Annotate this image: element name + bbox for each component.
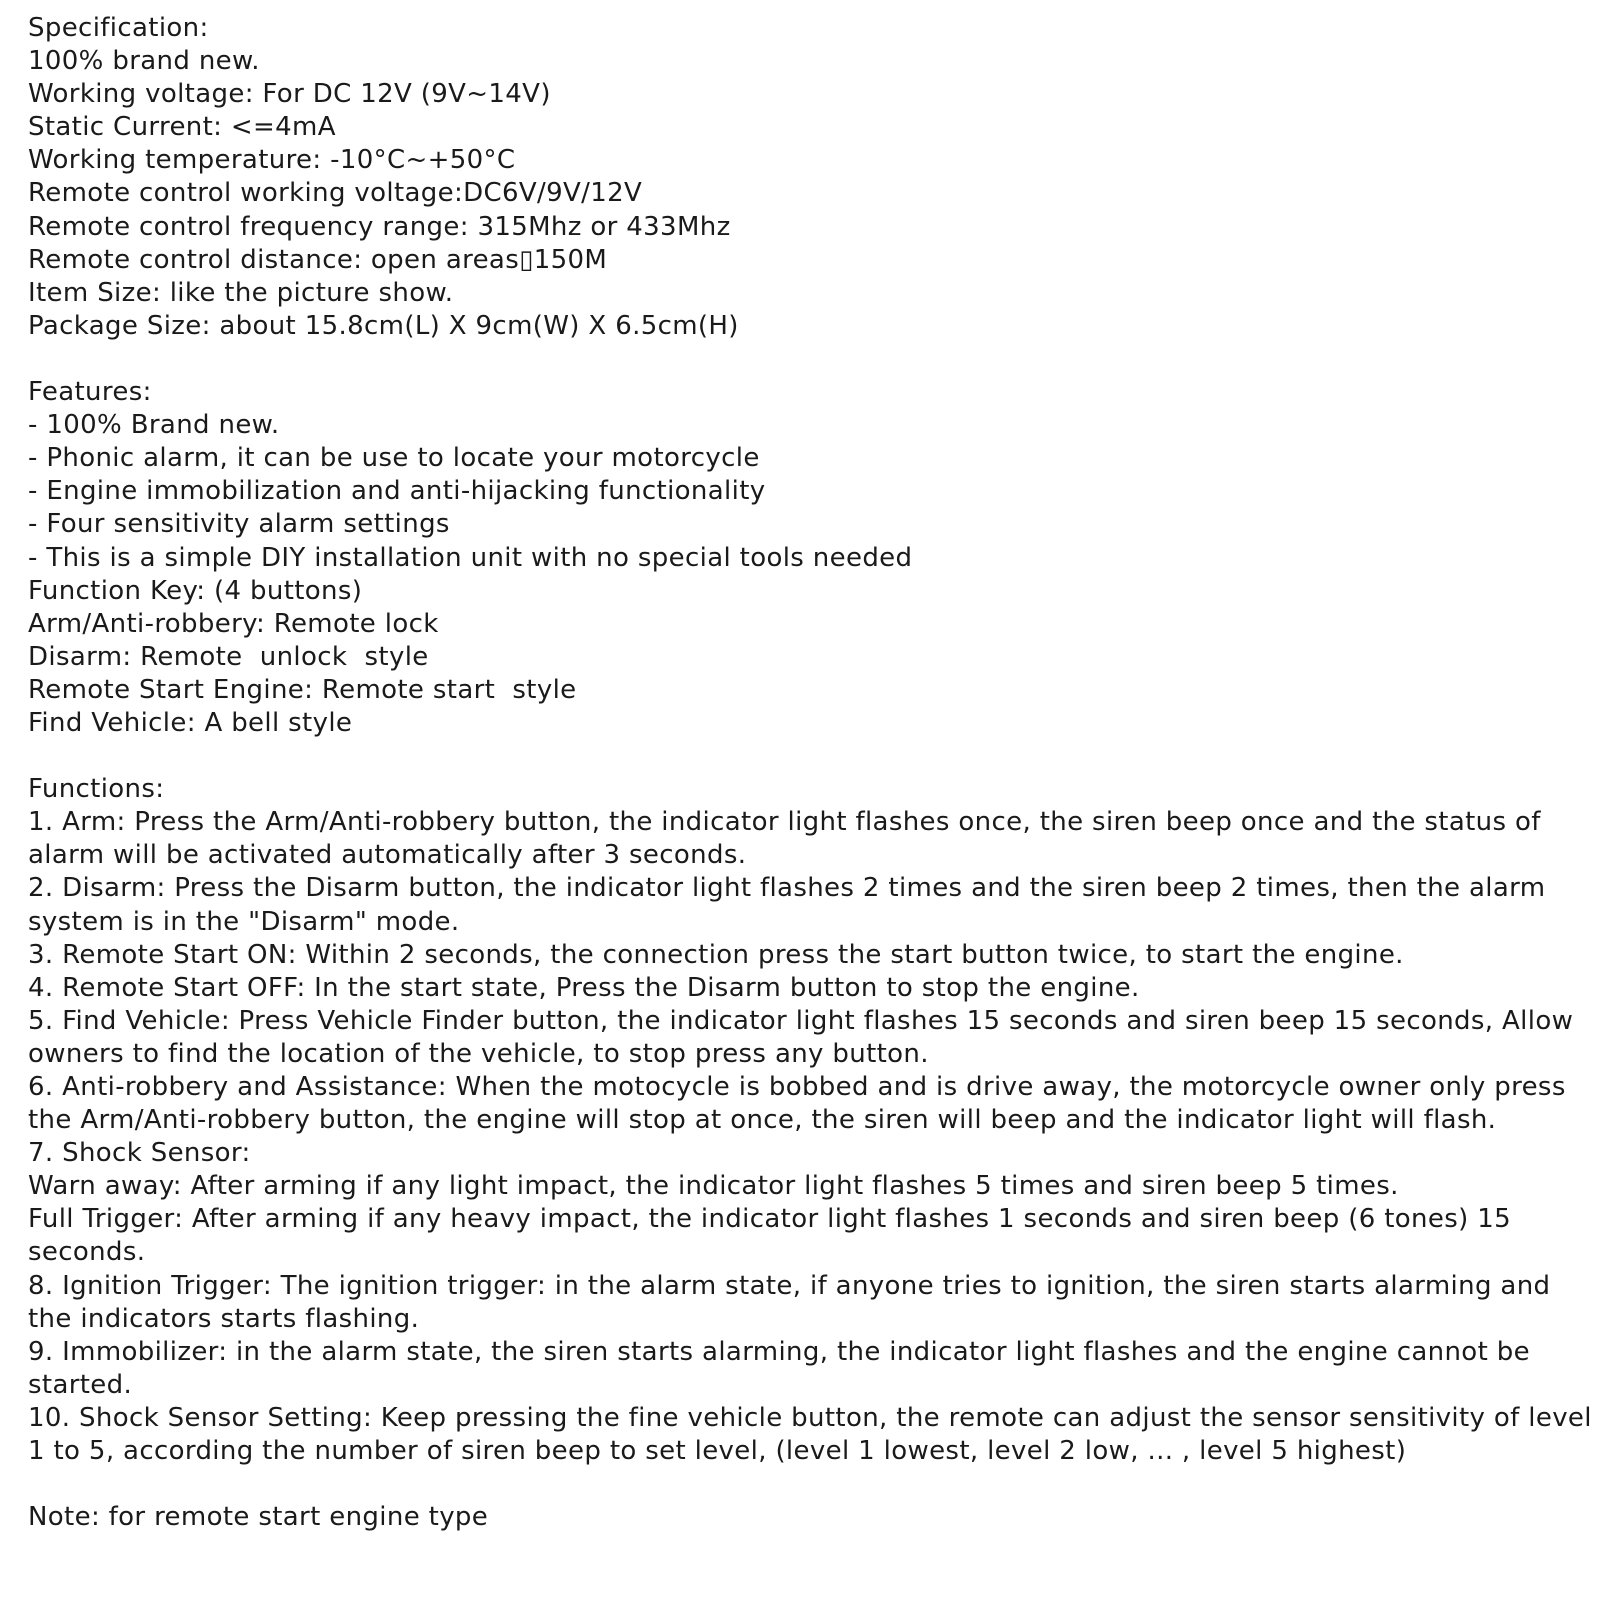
function-item: 6. Anti-robbery and Assistance: When the motocycle is bobbed and is drive away, the motorcycle owner only press the Arm/Anti-robbery button, the engine will stop at once, the siren will beep and the indicator light will flash. (28, 1072, 1575, 1136)
function-item: 1. Arm: Press the Arm/Anti-robbery button, the indicator light flashes once, the siren beep once and the status of alarm will be activated automatically after 3 seconds. (28, 807, 1550, 871)
function-key-line: Find Vehicle: A bell style (28, 707, 353, 738)
function-item: Warn away: After arming if any light impact, the indicator light flashes 5 times and siren beep 5 times. (28, 1171, 1399, 1202)
function-item: 10. Shock Sensor Setting: Keep pressing the fine vehicle button, the remote can adjust the sensor sensitivity of level 1 to 5, according the number of siren beep to set level, (level 1 lowest, level 2 low, ... , level 5 highest) (28, 1402, 1600, 1467)
spec-line: Working voltage: For DC 12V (9V~14V) (28, 79, 551, 110)
spec-line: 100% brand new. (28, 46, 260, 77)
functions-section (28, 773, 1600, 1468)
function-item: 4. Remote Start OFF: In the start state, Press the Disarm button to stop the engine. (28, 972, 1140, 1003)
document-page (28, 12, 1600, 1534)
function-item: 2. Disarm: Press the Disarm button, the indicator light flashes 2 times and the siren beep 2 times, then the alarm system is in the "Disarm" mode. (28, 873, 1555, 937)
spec-line: Static Current: <=4mA (28, 112, 336, 143)
feature-line: - Engine immobilization and anti-hijacking functionality (28, 476, 766, 507)
feature-line: - Phonic alarm, it can be use to locate your motorcycle (28, 443, 760, 474)
section-spacer (28, 1468, 1594, 1501)
feature-line: - Four sensitivity alarm settings (28, 509, 450, 540)
function-key-line: Function Key: (4 buttons) (28, 575, 363, 606)
spec-line: Remote control distance: open areas▯150M (28, 244, 608, 275)
specification-section (28, 12, 1594, 343)
feature-line: - This is a simple DIY installation unit with no special tools needed (28, 542, 913, 573)
specification-heading: Specification: (28, 13, 209, 43)
function-item: 9. Immobilizer: in the alarm state, the siren starts alarming, the indicator light flashes and the engine cannot be started. (28, 1336, 1539, 1400)
spec-line: Package Size: about 15.8cm(L) X 9cm(W) X 6.5cm(H) (28, 310, 739, 341)
function-item: 8. Ignition Trigger: The ignition trigger: in the alarm state, if anyone tries to ignition, the siren starts alarming and the indicators starts flashing. (28, 1270, 1560, 1334)
spec-line: Remote control working voltage:DC6V/9V/12V (28, 178, 643, 209)
functions-heading: Functions: (28, 774, 165, 805)
function-item: 7. Shock Sensor: (28, 1138, 251, 1169)
feature-line: - 100% Brand new. (28, 410, 280, 441)
section-spacer (28, 740, 1594, 773)
spec-line: Item Size: like the picture show. (28, 277, 454, 308)
function-item: Full Trigger: After arming if any heavy impact, the indicator light flashes 1 seconds and siren beep (6 tones) 15 seconds. (28, 1204, 1520, 1268)
features-section (28, 376, 1594, 740)
function-key-line: Disarm: Remote unlock style (28, 641, 429, 672)
spec-line: Working temperature: -10°C~+50°C (28, 145, 516, 176)
function-item: 3. Remote Start ON: Within 2 seconds, the connection press the start button twice, to start the engine. (28, 939, 1404, 970)
function-key-line: Arm/Anti-robbery: Remote lock (28, 608, 439, 639)
function-item: 5. Find Vehicle: Press Vehicle Finder button, the indicator light flashes 15 seconds and siren beep 15 seconds, Allow owners to find the location of the vehicle, to stop press any button. (28, 1005, 1582, 1069)
function-key-line: Remote Start Engine: Remote start style (28, 674, 577, 705)
section-spacer (28, 343, 1594, 376)
spec-line: Remote control frequency range: 315Mhz or 433Mhz (28, 211, 731, 242)
features-heading: Features: (28, 377, 152, 408)
note-line: Note: for remote start engine type (28, 1502, 489, 1533)
